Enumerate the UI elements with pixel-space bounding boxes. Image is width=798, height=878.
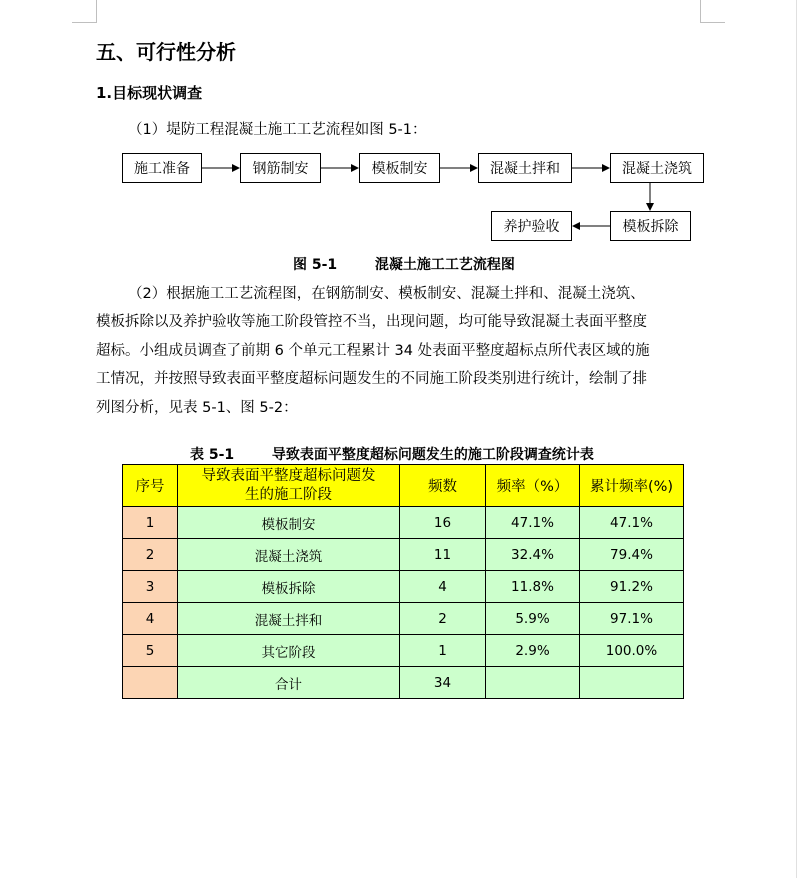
figure-caption [293,254,515,274]
table-caption [190,444,594,464]
section-title: 五、可行性分析 [96,40,236,64]
cell-frequency: 1 [400,635,486,667]
paragraph-1: （1）堤防工程混凝土施工工艺流程如图 5-1： [128,122,427,138]
flow-step-rebar: 钢筋制安 [240,153,321,183]
flow-arrows [0,0,798,260]
paragraph-2 [96,280,706,422]
cell-index: 5 [123,635,178,667]
cell-index [123,667,178,699]
figure-caption-title: 混凝土施工工艺流程图 [374,257,515,273]
header-cumulative: 累计频率(%) [580,465,684,507]
cell-stage: 模板拆除 [178,571,400,603]
subsection-title: 1.目标现状调查 [96,84,203,102]
cell-frequency: 2 [400,603,486,635]
cell-frequency: 16 [400,507,486,539]
stats-table [122,464,684,699]
paragraph-2-line: 模板拆除以及养护验收等施工阶段管控不当，出现问题，均可能导致混凝土表面平整度 [96,314,647,331]
flow-step-formwork-removal: 模板拆除 [610,211,691,241]
table-caption-title: 导致表面平整度超标问题发生的施工阶段调查统计表 [271,447,594,463]
cell-rate: 47.1% [486,507,580,539]
paragraph-2-line: 列图分析，见表 5-1、图 5-2： [96,399,298,416]
cell-rate: 11.8% [486,571,580,603]
header-frequency: 频数 [400,465,486,507]
cell-stage-total: 合计 [178,667,400,699]
table-row [123,539,684,571]
cell-index: 2 [123,539,178,571]
cell-stage: 混凝土拌和 [178,603,400,635]
table-row [123,635,684,667]
cell-rate [486,667,580,699]
paragraph-2-line: 超标。小组成员调查了前期 6 个单元工程累计 34 处表面平整度超标点所代表区域的施 [96,342,650,359]
cell-index: 4 [123,603,178,635]
header-stage [178,465,400,507]
cell-rate: 2.9% [486,635,580,667]
figure-caption-label: 图 5-1 [293,257,338,273]
cell-rate: 32.4% [486,539,580,571]
cell-index: 1 [123,507,178,539]
table-row [123,603,684,635]
header-stage-line1: 导致表面平整度超标问题发 [201,467,376,484]
cell-cumulative: 91.2% [580,571,684,603]
cell-cumulative: 97.1% [580,603,684,635]
table-row [123,571,684,603]
cell-frequency: 4 [400,571,486,603]
cell-stage: 混凝土浇筑 [178,539,400,571]
flow-step-pouring: 混凝土浇筑 [610,153,704,183]
table-header-row [123,465,684,507]
flow-step-mixing: 混凝土拌和 [478,153,572,183]
cell-frequency: 11 [400,539,486,571]
header-stage-line2: 生的施工阶段 [245,486,332,503]
cell-index: 3 [123,571,178,603]
flow-step-formwork-install: 模板制安 [359,153,440,183]
cell-stage: 模板制安 [178,507,400,539]
paragraph-2-line: 工情况，并按照导致表面平整度超标问题发生的不同施工阶段类别进行统计，绘制了排 [96,371,647,388]
cell-frequency-total: 34 [400,667,486,699]
cell-rate: 5.9% [486,603,580,635]
table-caption-label: 表 5-1 [190,447,235,463]
paragraph-2-line: （2）根据施工工艺流程图，在钢筋制安、模板制安、混凝土拌和、混凝土浇筑、 [128,286,645,302]
cell-cumulative: 100.0% [580,635,684,667]
table-row [123,507,684,539]
cell-cumulative [580,667,684,699]
cell-stage: 其它阶段 [178,635,400,667]
cell-cumulative: 79.4% [580,539,684,571]
flow-step-preparation: 施工准备 [122,153,202,183]
header-rate: 频率（%） [486,465,580,507]
table-total-row [123,667,684,699]
header-index: 序号 [123,465,178,507]
cell-cumulative: 47.1% [580,507,684,539]
flow-step-curing: 养护验收 [491,211,572,241]
